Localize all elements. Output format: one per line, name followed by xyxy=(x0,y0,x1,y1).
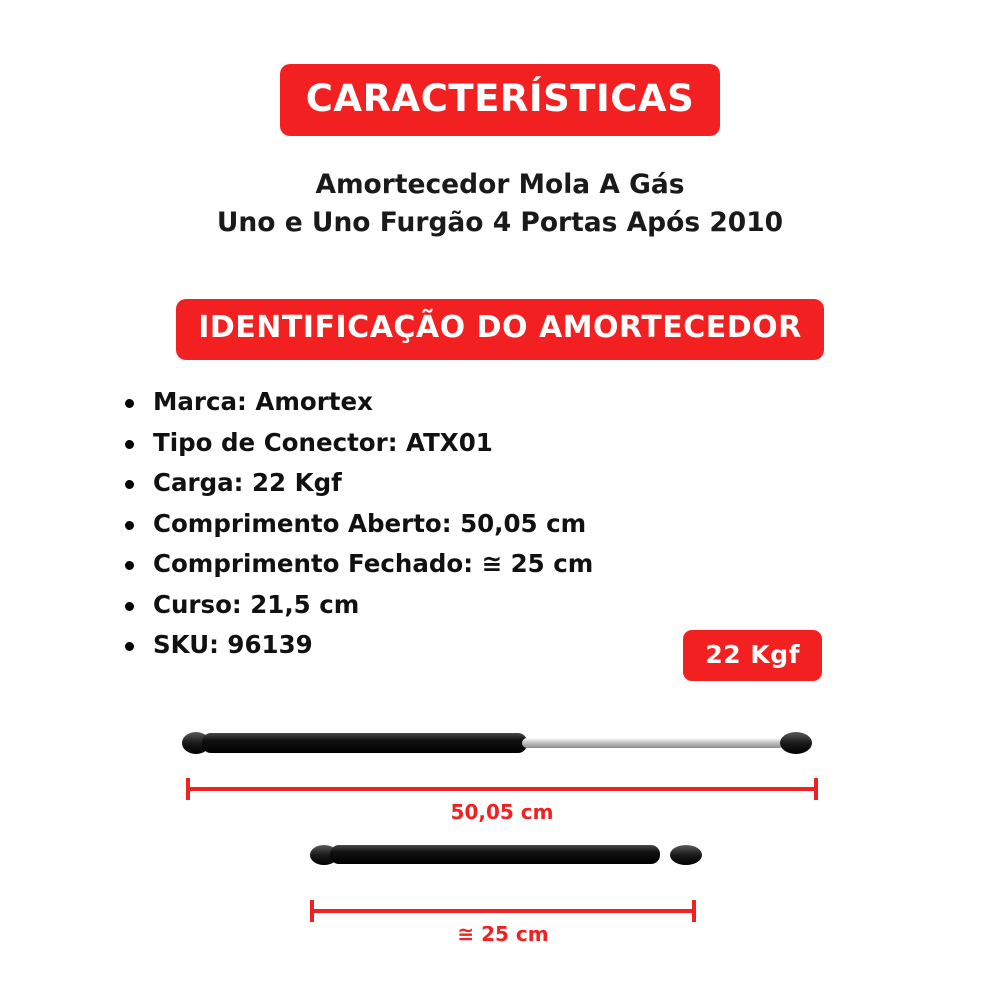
list-item: Comprimento Fechado: ≅ 25 cm xyxy=(125,552,1000,593)
gas-strut-closed-icon xyxy=(310,840,704,870)
title-badge-row xyxy=(0,0,1000,136)
gas-strut-open-icon xyxy=(182,725,818,759)
identification-section-badge: IDENTIFICAÇÃO DO AMORTECEDOR xyxy=(176,299,824,360)
product-name-line-1: Amortecedor Mola A Gás xyxy=(315,169,685,200)
list-item: Curso: 21,5 cm xyxy=(125,593,1000,634)
dimension-cap-right xyxy=(692,900,696,922)
specification-list xyxy=(0,387,1000,674)
open-dimension-label: 50,05 cm xyxy=(450,800,554,824)
product-name xyxy=(0,166,1000,241)
dimension-bar xyxy=(186,787,818,791)
illustration-area xyxy=(0,700,1000,1000)
characteristics-title-badge: CARACTERÍSTICAS xyxy=(280,64,720,136)
list-item: Tipo de Conector: ATX01 xyxy=(125,431,1000,472)
dimension-cap-right xyxy=(814,778,818,800)
list-item: Marca: Amortex xyxy=(125,390,1000,431)
section-badge-row xyxy=(0,241,1000,360)
list-item: Carga: 22 Kgf xyxy=(125,471,1000,512)
list-item: Comprimento Aberto: 50,05 cm xyxy=(125,512,1000,553)
list-item: SKU: 96139 xyxy=(125,633,1000,674)
dimension-bar xyxy=(310,909,696,913)
closed-dimension-label: ≅ 25 cm xyxy=(457,922,549,946)
closed-dimension-line xyxy=(310,900,696,922)
load-badge: 22 Kgf xyxy=(683,630,822,681)
product-name-line-2: Uno e Uno Furgão 4 Portas Após 2010 xyxy=(216,206,784,238)
open-dimension-line xyxy=(186,778,818,800)
